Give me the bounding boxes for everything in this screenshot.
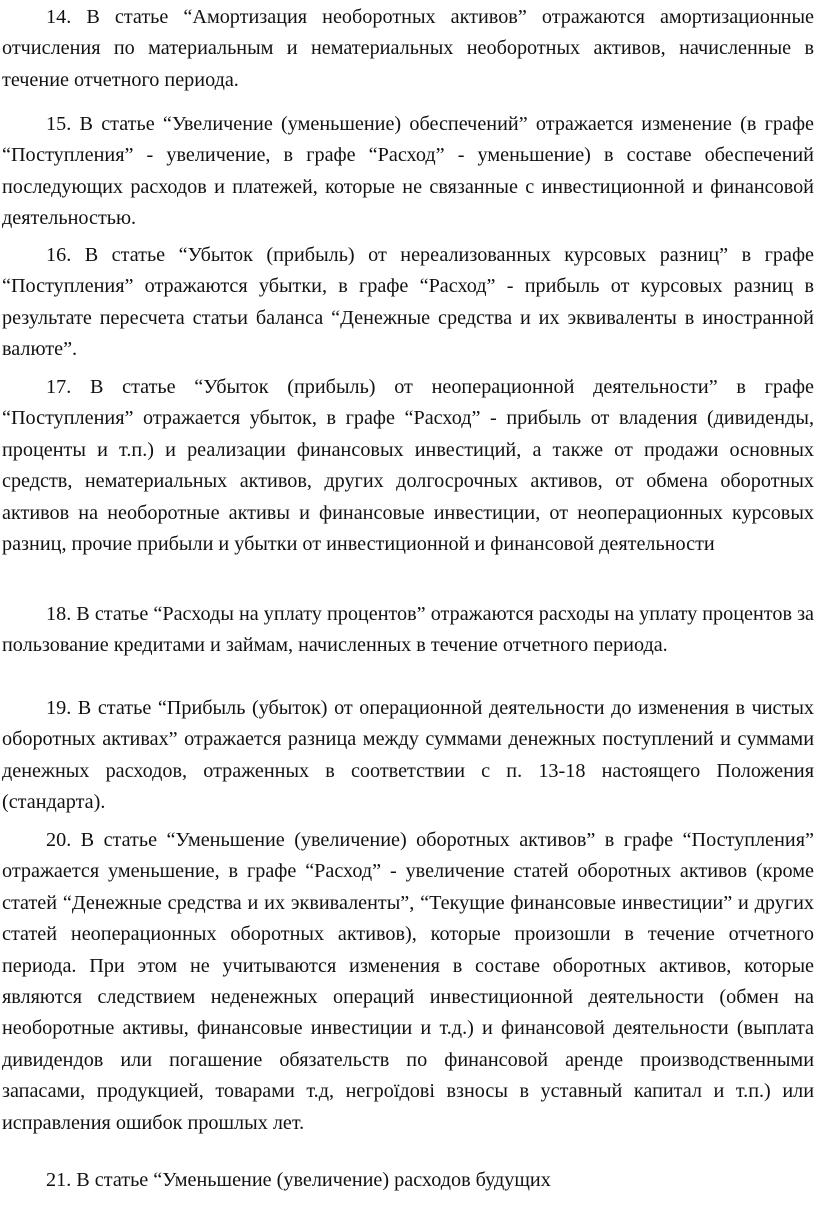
paragraph-21: 21. В статье “Уменьшение (увеличение) расходов будущих [46,1169,551,1191]
paragraph-19: 19. В статье “Прибыль (убыток) от операционной деятельности до изменения в чистых оборотных активах” отражается разница между суммами денежных поступлений и суммами денежных расходов, отраженных в соответствии с п. 13-18 настоящего Положения (стандарта). [2,697,814,814]
paragraph-16: 16. В статье “Убыток (прибыль) от нереализованных курсовых разниц” в графе “Поступления” отражаются убытки, в графе “Расход” - прибыль от курсовых разниц в результате пересчета статьи баланса “Денежные средства и их эквиваленты в иностранной валюте”. [2,244,814,361]
paragraph-20: 20. В статье “Уменьшение (увеличение) оборотных активов” в графе “Поступления” отражается уменьшение, в графе “Расход” - увеличение статей оборотных активов (кроме статей “Денежные средства и их эквиваленты”, “Текущие финансовые инвестиции” и других статей неоперационных оборотных активов), которые произошли в течение отчетного периода. При этом не учитываются изменения в составе оборотных активов, которые являются следствием неденежных операций инвестиционной деятельности (обмен на необоротные активы, финансовые инвестиции и т.д.) и финансовой деятельности (выплата дивидендов или погашение обязательств по финансовой аренде производственными запасами, продукцией, товарами т.д, негроїдові взносы в уставный капитал и т.п.) или исправления ошибок прошлых лет. [2,829,814,1134]
paragraph-18: 18. В статье “Расходы на уплату процентов” отражаются расходы на уплату процентов за пользование кредитами и займам, начисленных в течение отчетного периода. [2,603,814,657]
paragraph-14: 14. В статье “Амортизация необоротных активов” отражаются амортизационные отчисления по материальным и нематериальных необоротных активов, начисленные в течение отчетного периода. [2,6,814,91]
paragraph-15: 15. В статье “Увеличение (уменьшение) обеспечений” отражается изменение (в графе “Поступления” - увеличение, в графе “Расход” - уменьшение) в составе обеспечений последующих расходов и платежей, которые не связанные с инвестиционной и финансовой деятельностью. [2,113,814,230]
paragraph-17: 17. В статье “Убыток (прибыль) от неоперационной деятельности” в графе “Поступления” отражается убыток, в графе “Расход” - прибыль от владения (дивиденды, проценты и т.п.) и реализации финансовых инвестиций, а также от продажи основных средств, нематериальных активов, других долгосрочных активов, от обмена оборотных активов на необоротные активы и финансовые инвестиции, от неоперационных курсовых разниц, прочие прибыли и убытки от инвестиционной и финансовой деятельности [2,376,814,556]
